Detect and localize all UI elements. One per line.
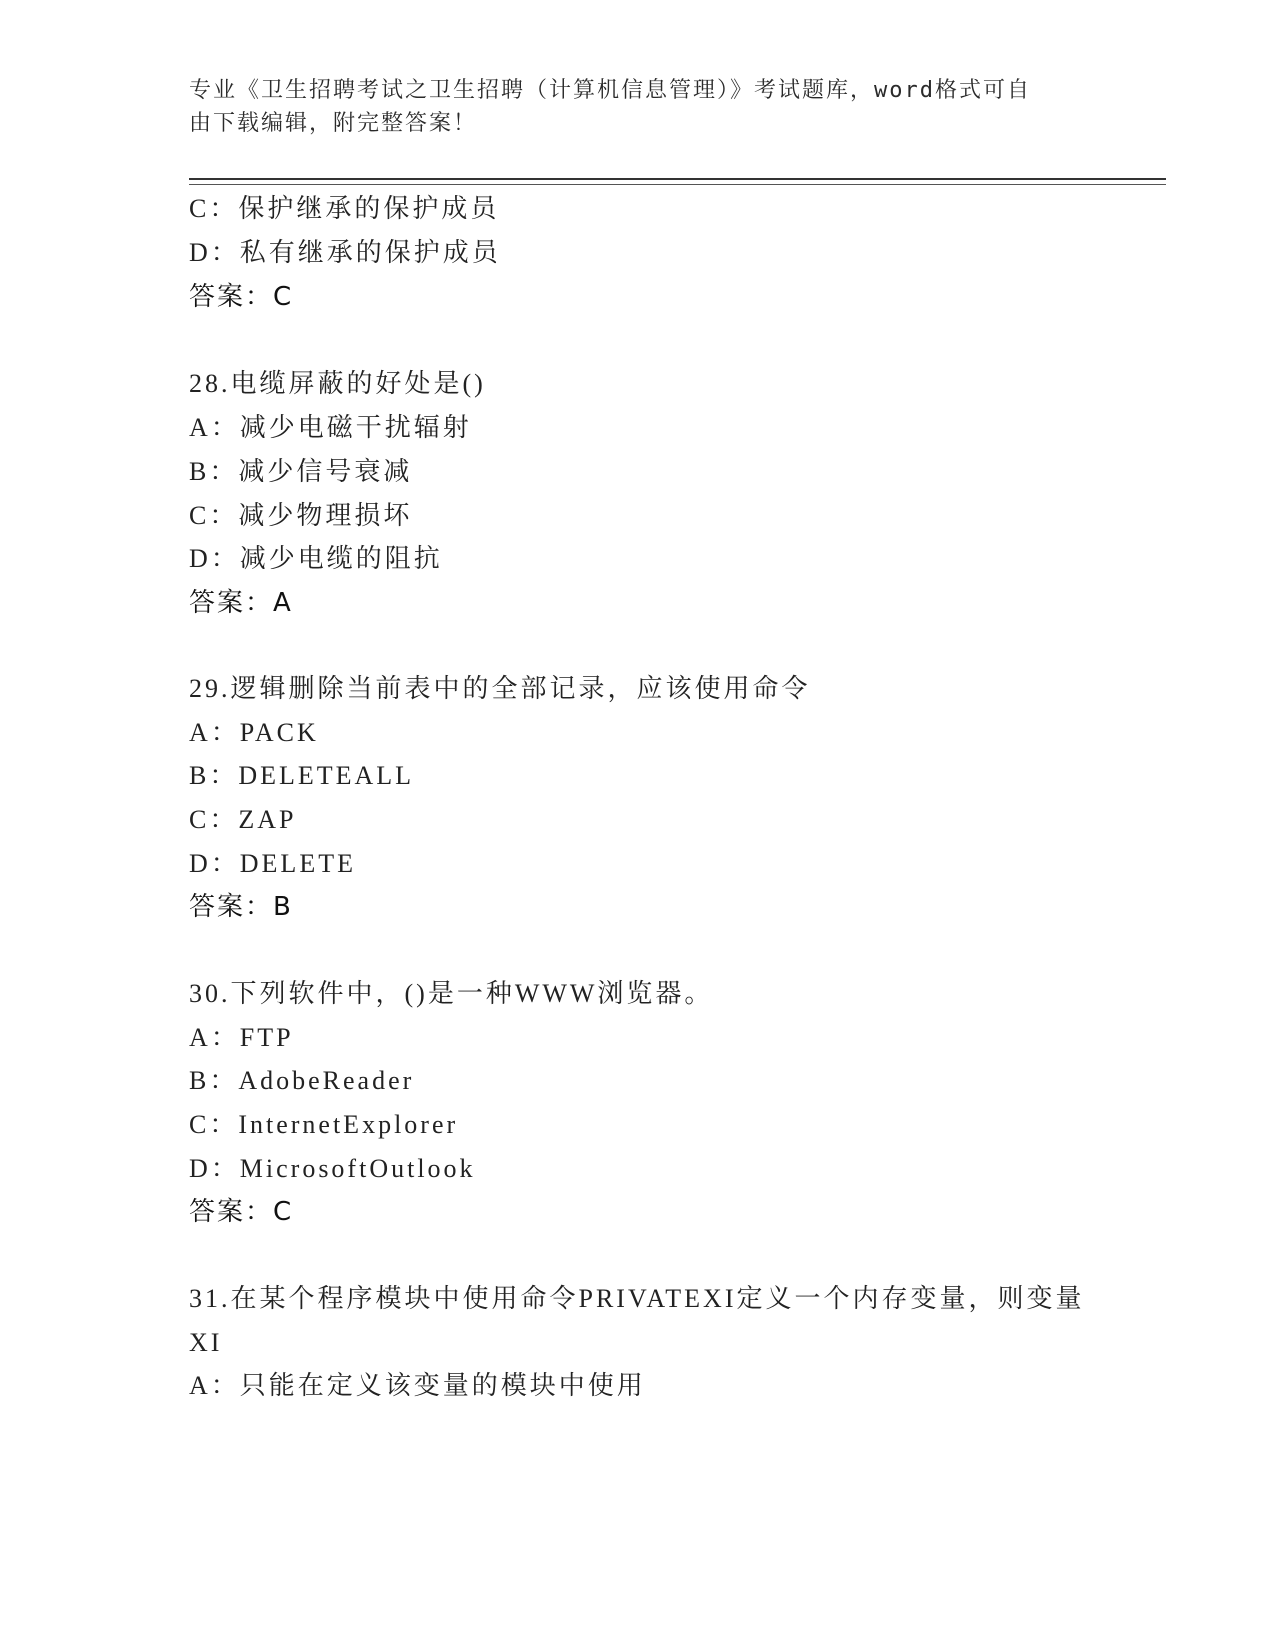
header-rule-thick: [189, 178, 1166, 180]
q29-question: 29.逻辑删除当前表中的全部记录，应该使用命令: [189, 674, 811, 703]
q30-option-c: C：InternetExplorer: [189, 1110, 459, 1139]
q28-option-b: B：减少信号衰减: [189, 457, 413, 486]
q30-option-b: B：AdobeReader: [189, 1066, 415, 1095]
document-header: [189, 74, 1089, 140]
header-line-2: 由下载编辑，附完整答案！: [189, 111, 478, 136]
q30-answer: 答案：C: [189, 1197, 294, 1227]
q27-option-c: C：保护继承的保护成员: [189, 194, 500, 223]
header-rule-thin: [189, 184, 1166, 185]
q28-answer: 答案：A: [189, 588, 293, 618]
header-line-1: 专业《卫生招聘考试之卫生招聘（计算机信息管理）》考试题库，word格式可自: [189, 78, 1031, 103]
q30-option-a: A：FTP: [189, 1023, 294, 1052]
q28-question: 28.电缆屏蔽的好处是(): [189, 369, 486, 398]
q29-option-d: D：DELETE: [189, 849, 356, 878]
q27-option-d: D：私有继承的保护成员: [189, 238, 501, 267]
q31-question-line-2: XI: [189, 1328, 223, 1357]
q27-answer: 答案：C: [189, 282, 294, 312]
q28-option-d: D：减少电缆的阻抗: [189, 544, 443, 573]
q28-option-c: C：减少物理损坏: [189, 501, 413, 530]
q28-option-a: A：减少电磁干扰辐射: [189, 413, 472, 442]
q29-answer: 答案：B: [189, 892, 293, 922]
q30-option-d: D：MicrosoftOutlook: [189, 1154, 476, 1183]
q29-option-a: A：PACK: [189, 718, 319, 747]
q30-question: 30.下列软件中，()是一种WWW浏览器。: [189, 979, 714, 1008]
q29-option-c: C：ZAP: [189, 805, 297, 834]
q31-question-line-1: 31.在某个程序模块中使用命令PRIVATEXI定义一个内存变量，则变量: [189, 1284, 1085, 1313]
q31-option-a: A：只能在定义该变量的模块中使用: [189, 1371, 646, 1400]
q29-option-b: B：DELETEALL: [189, 761, 415, 790]
